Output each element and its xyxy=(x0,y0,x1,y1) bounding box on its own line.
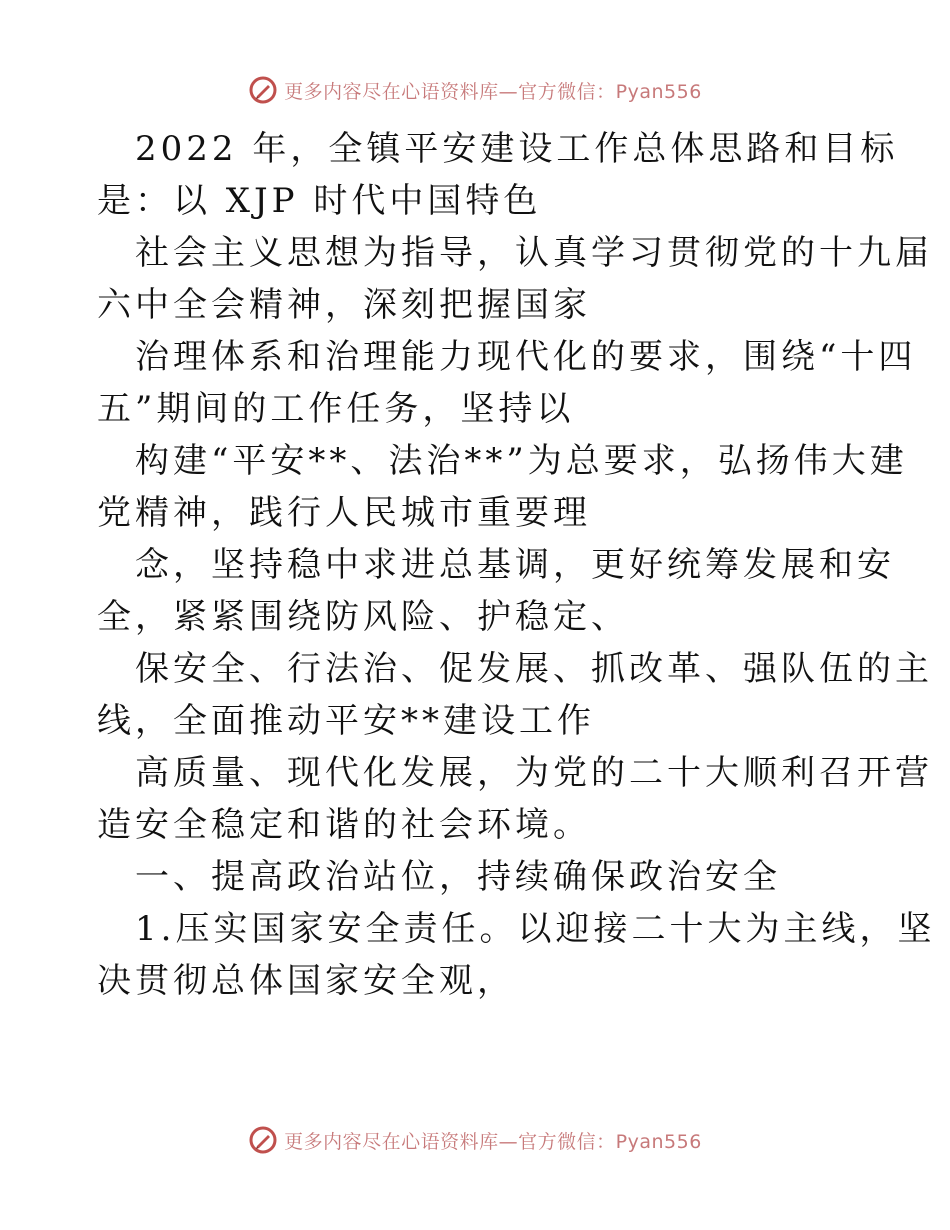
paragraph-line: 2022 年，全镇平安建设工作总体思路和目标 xyxy=(135,129,899,169)
watermark-text: 更多内容尽在心语资料库—官方微信：Pyan556 xyxy=(284,80,702,103)
paragraph-line: 党精神，践行人民城市重要理 xyxy=(97,493,591,533)
watermark-text: 更多内容尽在心语资料库—官方微信：Pyan556 xyxy=(284,1130,702,1153)
pen-logo-icon xyxy=(248,75,278,105)
paragraph-line: 保安全、行法治、促发展、抓改革、强队伍的主 xyxy=(135,649,933,689)
watermark-footer xyxy=(0,1120,950,1160)
paragraph-line: 决贯彻总体国家安全观， xyxy=(97,961,515,1001)
paragraph-line: 社会主义思想为指导，认真学习贯彻党的十九届 xyxy=(135,233,933,273)
paragraph-line: 念，坚持稳中求进总基调，更好统筹发展和安 xyxy=(135,545,895,585)
paragraph-line: 高质量、现代化发展，为党的二十大顺利召开营 xyxy=(135,753,933,793)
pen-logo-icon xyxy=(248,1125,278,1155)
paragraph-line: 是：以 XJP 时代中国特色 xyxy=(97,181,542,221)
paragraph-line: 治理体系和治理能力现代化的要求，围绕“十四 xyxy=(135,337,917,377)
watermark-header xyxy=(0,70,950,110)
paragraph-line: 五”期间的工作任务，坚持以 xyxy=(97,389,575,429)
document-body xyxy=(97,123,936,1007)
paragraph-line: 线，全面推动平安**建设工作 xyxy=(97,701,595,741)
paragraph-line: 六中全会精神，深刻把握国家 xyxy=(97,285,591,325)
section-heading: 一、提高政治站位，持续确保政治安全 xyxy=(135,857,781,897)
paragraph-line: 全，紧紧围绕防风险、护稳定、 xyxy=(97,597,629,637)
paragraph-line: 构建“平安**、法治**”为总要求，弘扬伟大建 xyxy=(135,441,908,481)
paragraph-line: 造安全稳定和谐的社会环境。 xyxy=(97,805,591,845)
paragraph-line: 1.压实国家安全责任。以迎接二十大为主线，坚 xyxy=(135,909,936,949)
